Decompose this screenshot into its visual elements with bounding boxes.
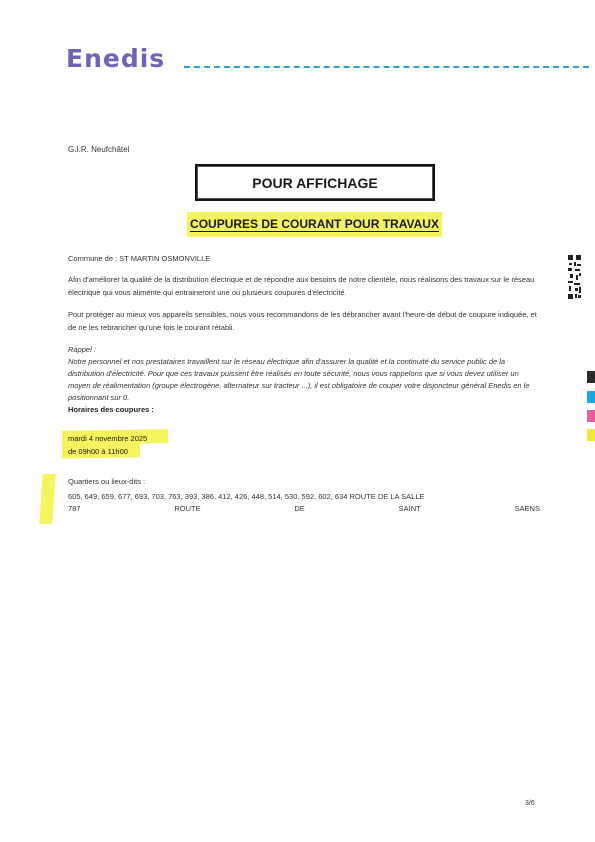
quartiers-line-2 <box>68 504 540 513</box>
coupure-time: de 09h00 à 11h00 <box>68 447 128 456</box>
quartier-word: DE <box>294 504 305 513</box>
print-mark-magenta <box>587 410 595 422</box>
rappel-text: Notre personnel et nos prestataires travaillent sur le réseau électrique afin d'assurer la qualité et la continuité du service public de la distribution d'électricité. Pour que ces travaux puissent être réalisés en toute sécurité, nous vous rappelons que si vous devez utiliser un moyen de réalimentation (groupe électrogène, alternateur sur tracteur ...), il est obligatoire de couper votre disjoncteur général Enedis en le positionnant sur 0. <box>68 357 530 402</box>
rappel-block <box>68 344 538 404</box>
quartier-word: SAINT <box>398 504 421 513</box>
protect-paragraph: Pour protéger au mieux vos appareils sensibles, nous vous recommandons de les débrancher avant l'heure de début de coupure indiquée, et de ne les rebrancher qu'une fois le courant rétabli. <box>68 310 537 332</box>
quartier-word: 787 <box>68 504 81 513</box>
quartier-word: SAENS <box>514 504 540 513</box>
horaires-label: Horaires des coupures : <box>68 405 154 414</box>
quartiers-line-1: 605, 649, 659, 677, 693, 703, 763, 393, 386, 412, 426, 448, 514, 530, 592, 602, 634 ROUTE DE LA SALLE <box>68 492 425 501</box>
subtitle-banner <box>187 212 442 237</box>
page-subtitle: COUPURES DE COURANT POUR TRAVAUX <box>190 217 439 231</box>
enedis-logo: Enedis <box>66 44 166 73</box>
print-mark-yellow <box>587 429 595 441</box>
intro-paragraph: Afin d'améliorer la qualité de la distribution électrique et de répondre aux besoins de notre clientèle, nous réalisons des travaux sur le réseau électrique qui vous alimente qui entraineront une ou plusieurs coupures d'électricité. <box>68 275 535 297</box>
date-block <box>68 432 147 458</box>
quartiers-label: Quartiers ou lieux-dits : <box>68 477 146 486</box>
page-number: 3/6 <box>525 800 535 807</box>
commune-line: Commune de : ST MARTIN OSMONVILLE <box>68 254 211 263</box>
margin-highlight <box>39 474 55 524</box>
quartier-word: ROUTE <box>174 504 201 513</box>
page-title: POUR AFFICHAGE <box>252 174 378 191</box>
title-box <box>195 164 435 201</box>
office-name: G.I.R. Neufchâtel <box>68 145 130 154</box>
qr-code-icon <box>567 254 582 300</box>
logo-dashed-rule <box>184 66 589 68</box>
print-mark-cyan <box>587 391 595 403</box>
coupure-date: mardi 4 novembre 2025 <box>68 434 148 443</box>
rappel-label: Rappel : <box>68 345 96 354</box>
print-mark-black <box>587 371 595 383</box>
